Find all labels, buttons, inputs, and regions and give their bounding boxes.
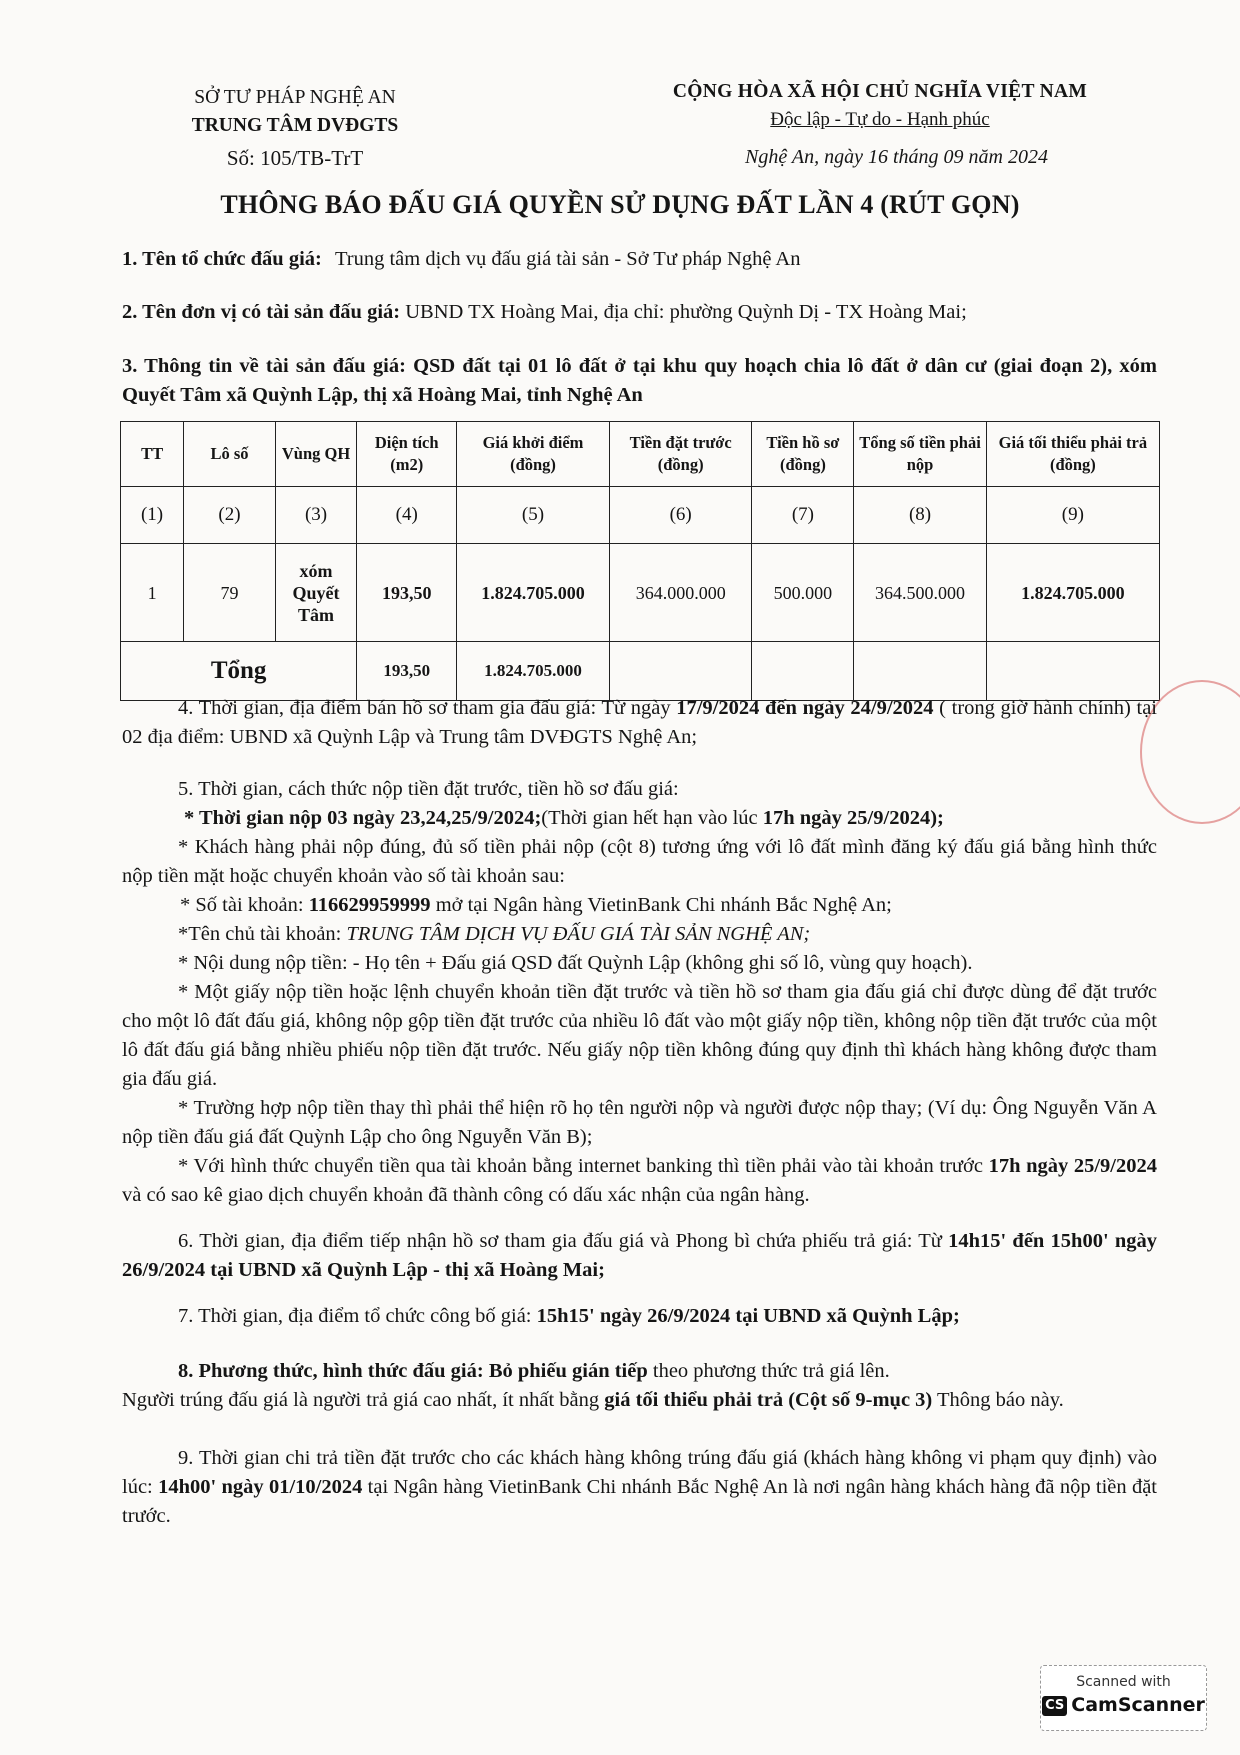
- section-4-dates: 17/9/2024 đến ngày 24/9/2024: [676, 697, 934, 719]
- s5-deadline-text: (Thời gian hết hạn vào lúc: [541, 807, 763, 829]
- section-5-head: 5. Thời gian, cách thức nộp tiền đặt trước, tiền hồ sơ đấu giá:: [178, 778, 679, 800]
- cell-zone: xóm Quyết Tâm: [275, 544, 356, 642]
- section-5-note-3: [122, 1152, 1157, 1210]
- col-number: (9): [986, 487, 1159, 544]
- section-6-text: 6. Thời gian, địa điểm tiếp nhận hồ sơ tham gia đấu giá và Phong bì chứa phiếu trả giá: Từ: [178, 1230, 949, 1252]
- s5-deadline-time: 17h ngày 25/9/2024);: [762, 807, 944, 829]
- col-header: Diện tích (m2): [357, 422, 457, 487]
- section-9-text: 9. Thời gian chi trả tiền đặt trước cho các khách hàng không trúng đấu giá (khách hàng không vi phạm quy định) vào lúc:: [122, 1447, 1157, 1498]
- section-9: [122, 1444, 1157, 1531]
- col-header: Giá tối thiểu phải trả (đồng): [986, 422, 1159, 487]
- col-header: Tiền hồ sơ (đồng): [752, 422, 854, 487]
- camscanner-name: CamScanner: [1071, 1694, 1205, 1716]
- cell-total-payable: 364.500.000: [854, 544, 986, 642]
- col-number: (8): [854, 487, 986, 544]
- doc-date: Nghệ An, ngày 16 tháng 09 năm 2024: [745, 146, 1048, 168]
- section-4-text-end: ( trong giờ hành chính) tại 02 địa điểm: UBND xã Quỳnh Lập và Trung tâm DVĐGTS Nghệ An;: [122, 697, 1157, 748]
- empty-cell: [752, 642, 854, 701]
- motto: Độc lập - Tự do - Hạnh phúc: [770, 109, 990, 130]
- section-8-min-price: giá tối thiểu phải trả (Cột số 9-mục 3): [604, 1389, 933, 1411]
- section-5-line-2: * Khách hàng phải nộp đúng, đủ số tiền phải nộp (cột 8) tương ứng với lô đất mình đăng ký đấu giá bằng hình thức nộp tiền mặt hoặc chuyển khoản vào số tài khoản sau:: [122, 836, 1157, 887]
- section-7-time-place: 15h15' ngày 26/9/2024 tại UBND xã Quỳnh Lập;: [536, 1305, 960, 1327]
- camscanner-logo-icon: CS: [1042, 1696, 1067, 1716]
- empty-cell: [609, 642, 752, 701]
- section-1: [122, 245, 1157, 274]
- section-8: [122, 1357, 1157, 1386]
- doc-number: Số: 105/TB-TrT: [226, 146, 364, 170]
- cell-area: 193,50: [357, 544, 457, 642]
- issuer-block: [130, 84, 460, 172]
- empty-cell: [986, 642, 1159, 701]
- section-3: 3. Thông tin về tài sản đấu giá: QSD đất tại 01 lô đất ở tại khu quy hoạch chia lô đất ở dân cư (giai đoạn 2), xóm Quyết Tâm xã Quỳnh Lập, thị xã Hoàng Mai, tỉnh Nghệ An: [122, 355, 1157, 406]
- col-number: (7): [752, 487, 854, 544]
- table-header-row: [121, 422, 1160, 487]
- col-header: Vùng QH: [275, 422, 356, 487]
- section-6: [122, 1227, 1157, 1285]
- col-number: (5): [457, 487, 610, 544]
- col-number: (6): [609, 487, 752, 544]
- section-8-winner-text: Người trúng đấu giá là người trả giá cao nhất, ít nhất bằng: [122, 1389, 605, 1411]
- total-price: 1.824.705.000: [457, 642, 610, 701]
- asset-table: [120, 421, 1160, 701]
- s5-note3-text-end: và có sao kê giao dịch chuyển khoản đã thành công có dấu xác nhận của ngân hàng.: [122, 1184, 810, 1206]
- cell-deposit: 364.000.000: [609, 544, 752, 642]
- s5-deadline-days: * Thời gian nộp 03 ngày 23,24,25/9/2024;: [184, 807, 542, 829]
- section-5-line-1: [122, 804, 1157, 833]
- cell-file-fee: 500.000: [752, 544, 854, 642]
- total-label: Tổng: [121, 642, 357, 701]
- s5-account-number: 116629959999: [308, 894, 431, 916]
- s5-account-label: * Số tài khoản:: [180, 894, 309, 916]
- col-number: (3): [275, 487, 356, 544]
- cell-start-price: 1.824.705.000: [457, 544, 610, 642]
- s5-note3-deadline: 17h ngày 25/9/2024: [988, 1155, 1158, 1177]
- org-name: TRUNG TÂM DVĐGTS: [191, 115, 399, 136]
- section-2: [122, 298, 1157, 327]
- s5-holder-name: TRUNG TÂM DỊCH VỤ ĐẤU GIÁ TÀI SẢN NGHỆ AN;: [346, 923, 811, 945]
- section-4: [122, 694, 1157, 752]
- section-8-method: 8. Phương thức, hình thức đấu giá: Bỏ phiếu gián tiếp: [178, 1360, 648, 1382]
- table-total-row: [121, 642, 1160, 701]
- section-6-time-place: 14h15' đến 15h00' ngày 26/9/2024 tại UBND xã Quỳnh Lập - thị xã Hoàng Mai;: [122, 1230, 1157, 1281]
- col-header: TT: [121, 422, 184, 487]
- page-title: THÔNG BÁO ĐẤU GIÁ QUYỀN SỬ DỤNG ĐẤT LẦN 4 (RÚT GỌN): [220, 190, 1020, 219]
- cell-min-price: 1.824.705.000: [986, 544, 1159, 642]
- s5-holder-label: *Tên chủ tài khoản:: [178, 923, 347, 945]
- section-8-winner: [122, 1386, 1157, 1415]
- section-9-time: 14h00' ngày 01/10/2024: [158, 1476, 363, 1498]
- section-5-content: * Nội dung nộp tiền: - Họ tên + Đấu giá QSD đất Quỳnh Lập (không ghi số lô, vùng quy hoạch).: [178, 952, 973, 974]
- camscanner-brand: [1041, 1692, 1206, 1718]
- section-8-winner-end: Thông báo này.: [932, 1389, 1064, 1411]
- table-number-row: [121, 487, 1160, 544]
- section-1-value: Trung tâm dịch vụ đấu giá tài sản - Sở Tư pháp Nghệ An: [334, 248, 801, 270]
- section-2-value: UBND TX Hoàng Mai, địa chỉ: phường Quỳnh Dị - TX Hoàng Mai;: [405, 301, 967, 323]
- cell-tt: 1: [121, 544, 184, 642]
- col-number: (1): [121, 487, 184, 544]
- section-8-text: theo phương thức trả giá lên.: [647, 1360, 890, 1382]
- col-number: (2): [184, 487, 276, 544]
- section-9-text-end: tại Ngân hàng VietinBank Chi nhánh Bắc Nghệ An là nơi ngân hàng khách hàng đã nộp tiền đặt trước.: [122, 1476, 1157, 1527]
- republic-title: CỘNG HÒA XÃ HỘI CHỦ NGHĨA VIỆT NAM: [672, 81, 1088, 102]
- s5-note3-text: * Với hình thức chuyển tiền qua tài khoản bằng internet banking thì tiền phải vào tài khoản trước: [178, 1155, 989, 1177]
- total-area: 193,50: [357, 642, 457, 701]
- section-7: [122, 1302, 1157, 1331]
- section-5-account: [122, 891, 1157, 920]
- section-5-holder: [122, 920, 1157, 949]
- section-5-note-2: * Trường hợp nộp tiền thay thì phải thể hiện rõ họ tên người nộp và người được nộp thay; (Ví dụ: Ông Nguyễn Văn A nộp tiền đấu giá đất Quỳnh Lập cho ông Nguyễn Văn B);: [122, 1097, 1157, 1148]
- scanned-with-text: Scanned with: [1076, 1674, 1171, 1690]
- camscanner-watermark: [1040, 1665, 1207, 1731]
- col-header: Tiền đặt trước (đồng): [609, 422, 752, 487]
- section-5-note-1: * Một giấy nộp tiền hoặc lệnh chuyển khoản tiền đặt trước và tiền hồ sơ tham gia đấu giá chỉ được dùng để đặt trước cho một lô đất đấu giá, không nộp gộp tiền đặt trước của nhiều lô đất vào một giấy nộp tiền, không nộp tiền đặt trước của một lô đất đấu giá bằng nhiều phiếu nộp tiền đặt trước. Nếu giấy nộp tiền không đúng quy định thì khách hàng không được tham gia đấu giá.: [122, 981, 1157, 1090]
- section-2-label: 2. Tên đơn vị có tài sản đấu giá:: [122, 301, 401, 323]
- national-header: [600, 78, 1160, 134]
- s5-account-bank: mở tại Ngân hàng VietinBank Chi nhánh Bắc Nghệ An;: [430, 894, 892, 916]
- col-header: Lô số: [184, 422, 276, 487]
- section-1-label: 1. Tên tổ chức đấu giá:: [122, 248, 322, 270]
- table-row: [121, 544, 1160, 642]
- col-header: Tổng số tiền phải nộp: [854, 422, 986, 487]
- col-header: Giá khởi điểm (đồng): [457, 422, 610, 487]
- col-number: (4): [357, 487, 457, 544]
- cell-lot: 79: [184, 544, 276, 642]
- org-parent: SỞ TƯ PHÁP NGHỆ AN: [194, 87, 396, 108]
- section-4-text: 4. Thời gian, địa điểm bán hồ sơ tham gia đấu giá: Từ ngày: [178, 697, 677, 719]
- section-7-text: 7. Thời gian, địa điểm tổ chức công bố giá:: [178, 1305, 537, 1327]
- empty-cell: [854, 642, 986, 701]
